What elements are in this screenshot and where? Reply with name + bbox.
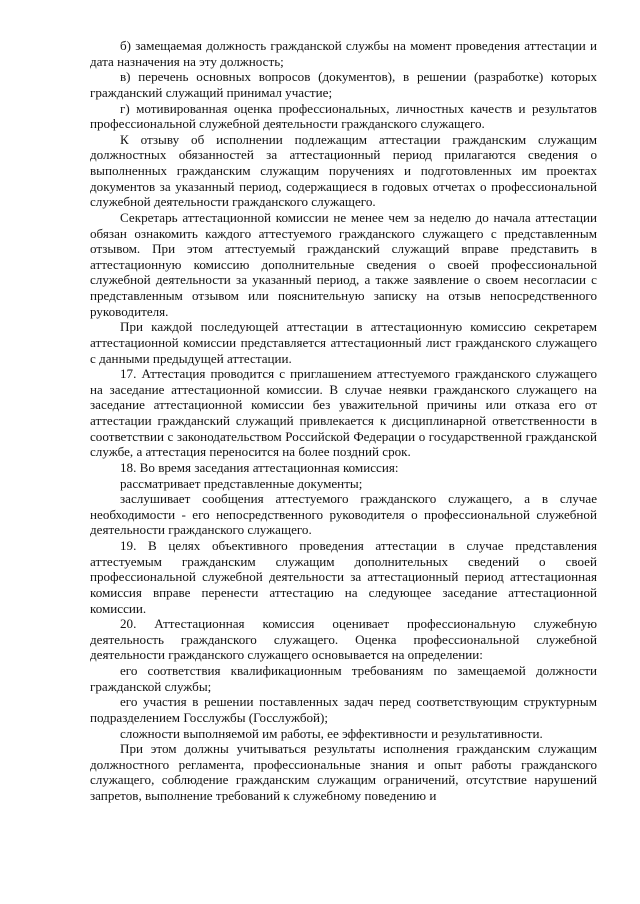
paragraph: рассматривает представленные документы; — [120, 475, 363, 491]
paragraph: 19. В целях объективного проведения аттестации в случае представления аттестуемым гражданским служащим дополнительных сведений о своей профессиональной служебной деятельности за аттестационный период аттестационная комиссия вправе перенести аттестацию на следующее заседание аттестационной комиссии. — [90, 538, 597, 616]
paragraph: К отзыву об исполнении подлежащим аттестации гражданским служащим должностных обязанностей за аттестационный период прилагаются сведения о выполненных гражданским служащим поручениях и подготовленных им проектах документов за указанный период, содержащиеся в годовых отчетах о профессиональной служебной деятельности гражданского служащего. — [90, 131, 597, 210]
paragraph: заслушивает сообщения аттестуемого гражданского служащего, а в случае необходимости - его непосредственного руководителя о профессиональной служебной деятельности гражданского служащего. — [90, 491, 597, 538]
paragraph: в) перечень основных вопросов (документов), в решении (разработке) которых гражданский служащий принимал участие; — [90, 69, 597, 100]
paragraph: 17. Аттестация проводится с приглашением аттестуемого гражданского служащего на заседание аттестационной комиссии. В случае неявки гражданского служащего на заседание аттестационной комиссии без уважительной причины или отказа его от аттестации гражданский служащий привлекается к дисциплинарной ответственности в соответствии с законодательством Российской Федерации о государственной гражданской службе, а аттестация переносится на более поздний срок. — [90, 366, 597, 460]
paragraph: б) замещаемая должность гражданской службы на момент проведения аттестации и дата назначения на эту должность; — [90, 38, 597, 69]
document-body — [90, 38, 597, 804]
paragraph: его соответствия квалификационным требованиям по замещаемой должности гражданской службы; — [90, 663, 597, 694]
paragraph: При каждой последующей аттестации в аттестационную комиссию секретарем аттестационной комиссии представляется аттестационный лист гражданского служащего с данными предыдущей аттестации. — [90, 319, 597, 366]
paragraph: его участия в решении поставленных задач перед соответствующим структурным подразделением Госслужбы (Госслужбой); — [90, 694, 597, 725]
paragraph: сложности выполняемой им работы, ее эффективности и результативности. — [120, 725, 543, 741]
paragraph: г) мотивированная оценка профессиональных, личностных качеств и результатов профессиональной служебной деятельности гражданского служащего. — [90, 100, 597, 132]
paragraph: Секретарь аттестационной комиссии не менее чем за неделю до начала аттестации обязан ознакомить каждого аттестуемого гражданского служащего с представленным отзывом. При этом аттестуемый гражданский служащий вправе представить в аттестационную комиссию дополнительные сведения о своей профессиональной служебной деятельности за указанный период, а также заявление о своем несогласии с представленным отзывом или пояснительную записку на отзыв непосредственного руководителя. — [90, 209, 597, 319]
paragraph: 20. Аттестационная комиссия оценивает профессиональную служебную деятельность гражданского служащего. Оценка профессиональной служебной деятельности гражданского служащего основывается на определении: — [90, 616, 597, 663]
paragraph: 18. Во время заседания аттестационная комиссия: — [120, 459, 399, 475]
paragraph: При этом должны учитываться результаты исполнения гражданским служащим должностного регламента, профессиональные знания и опыт работы гражданского служащего, соблюдение гражданским служащим ограничений, отсутствие нарушений запретов, выполнение требований к служебному поведению и — [90, 741, 597, 803]
